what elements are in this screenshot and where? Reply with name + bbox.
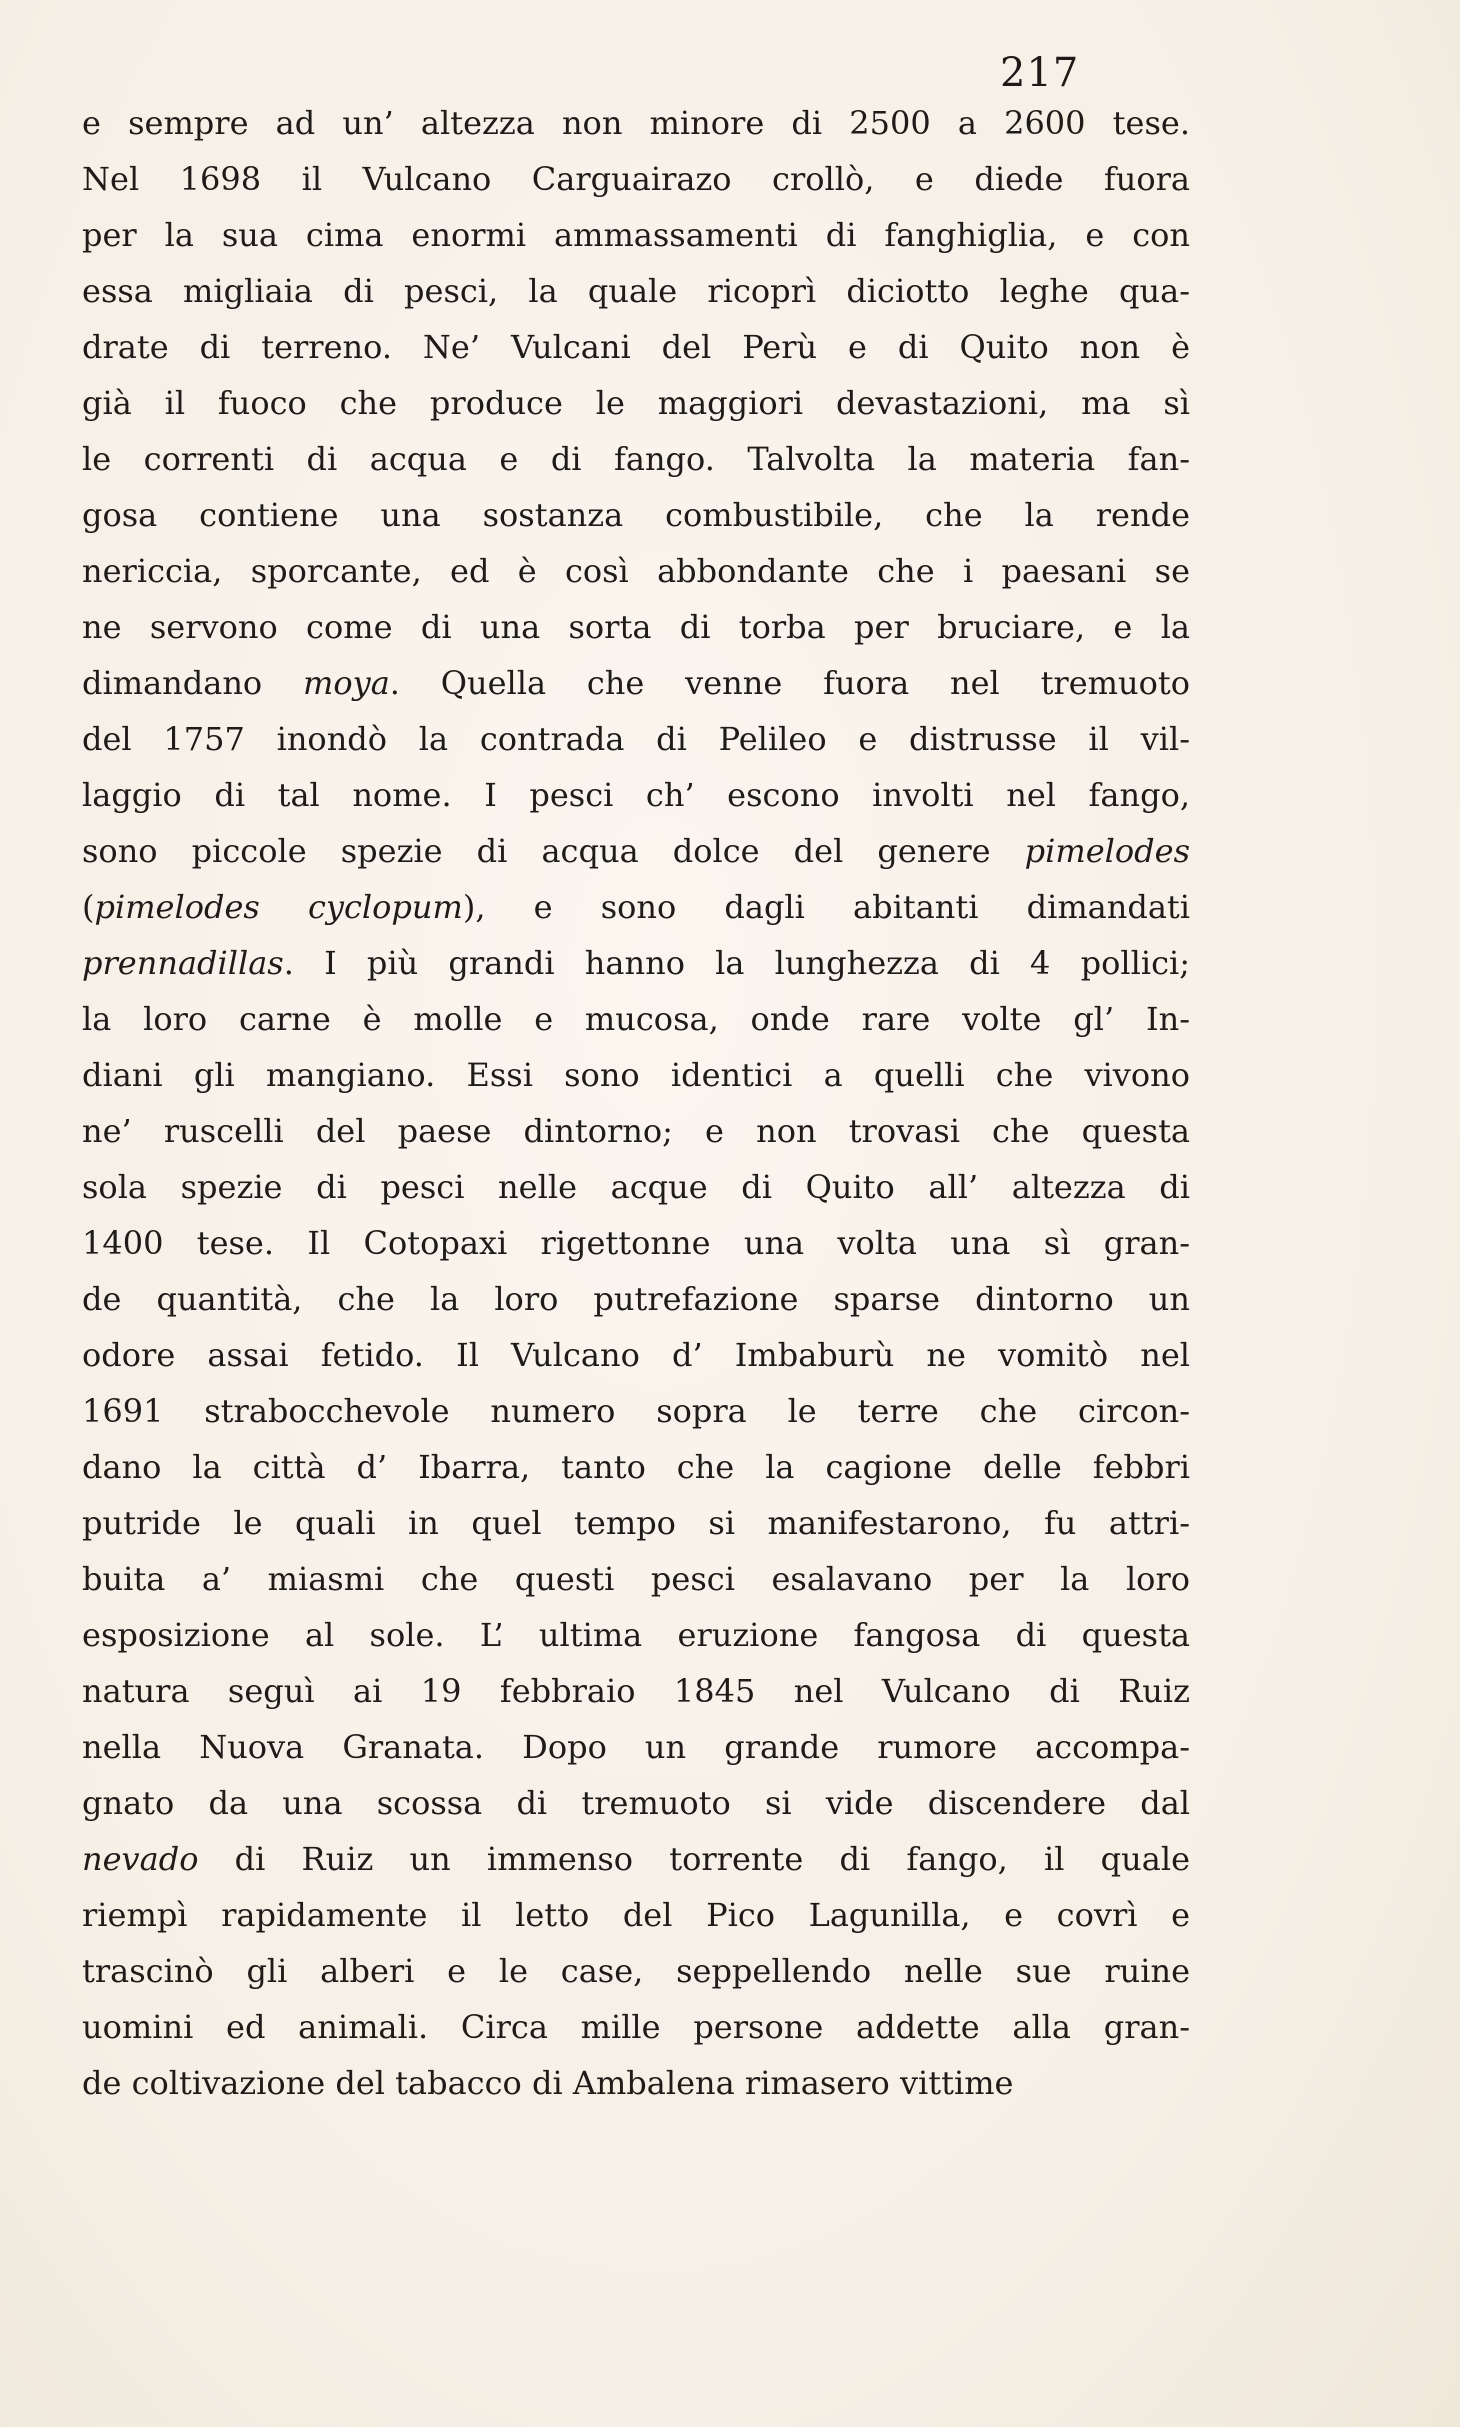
text-run: gnato da una scossa di tremuoto si vide discendere dal <box>82 1784 1190 1822</box>
text-line <box>82 1439 1190 1495</box>
text-run: laggio di tal nome. I pesci ch’ escono involti nel fango, <box>82 776 1190 814</box>
text-run: buita a’ miasmi che questi pesci esalavano per la loro <box>82 1560 1190 1598</box>
text-line <box>82 1999 1190 2055</box>
text-line <box>82 95 1190 151</box>
text-line <box>82 207 1190 263</box>
text-run: dano la città d’ Ibarra, tanto che la cagione delle febbri <box>82 1448 1190 1486</box>
text-line <box>82 1327 1190 1383</box>
text-line <box>82 1103 1190 1159</box>
text-run: di Ruiz un immenso torrente di fango, il quale <box>198 1840 1190 1878</box>
text-line <box>82 1047 1190 1103</box>
text-run: sola spezie di pesci nelle acque di Quito all’ altezza di <box>82 1168 1190 1206</box>
text-line <box>82 487 1190 543</box>
text-line <box>82 1831 1190 1887</box>
text-line <box>82 1271 1190 1327</box>
text-run: dimandano <box>82 664 303 702</box>
text-run: drate di terreno. Ne’ Vulcani del Perù e di Quito non è <box>82 328 1190 366</box>
italic-text: prennadillas <box>82 944 284 982</box>
text-line <box>82 263 1190 319</box>
text-run: la loro carne è molle e mucosa, onde rare volte gl’ In- <box>82 1000 1190 1038</box>
text-line <box>82 1215 1190 1271</box>
text-line <box>82 655 1190 711</box>
text-line <box>82 1159 1190 1215</box>
text-run: de coltivazione del tabacco di Ambalena rimasero vittime <box>82 2064 1014 2102</box>
text-run: de quantità, che la loro putrefazione sparse dintorno un <box>82 1280 1190 1318</box>
text-line <box>82 1383 1190 1439</box>
text-run: già il fuoco che produce le maggiori devastazioni, ma sì <box>82 384 1190 422</box>
text-line <box>82 1943 1190 1999</box>
text-line <box>82 543 1190 599</box>
text-run: nella Nuova Granata. Dopo un grande rumore accompa- <box>82 1728 1190 1766</box>
text-line <box>82 319 1190 375</box>
text-run: ( <box>82 888 95 926</box>
text-run: natura seguì ai 19 febbraio 1845 nel Vulcano di Ruiz <box>82 1672 1190 1710</box>
text-run: diani gli mangiano. Essi sono identici a quelli che vivono <box>82 1056 1190 1094</box>
text-run: ), e sono dagli abitanti dimandati <box>462 888 1191 926</box>
text-line <box>82 1719 1190 1775</box>
text-line <box>82 1775 1190 1831</box>
text-run: essa migliaia di pesci, la quale ricoprì diciotto leghe qua- <box>82 272 1190 310</box>
text-run: del 1757 inondò la contrada di Pelileo e distrusse il vil- <box>82 720 1190 758</box>
text-line <box>82 1551 1190 1607</box>
text-run: riempì rapidamente il letto del Pico Lagunilla, e covrì e <box>82 1896 1190 1934</box>
text-line <box>82 2055 1190 2111</box>
text-run: per la sua cima enormi ammassamenti di fanghiglia, e con <box>82 216 1190 254</box>
italic-text: nevado <box>82 1840 199 1878</box>
text-line <box>82 1663 1190 1719</box>
text-run: le correnti di acqua e di fango. Talvolta la materia fan- <box>82 440 1190 478</box>
text-run: . I più grandi hanno la lunghezza di 4 pollici; <box>283 944 1190 982</box>
text-run: . Quella che venne fuora nel tremuoto <box>389 664 1191 702</box>
text-line <box>82 879 1190 935</box>
text-run: putride le quali in quel tempo si manifestarono, fu attri- <box>82 1504 1190 1542</box>
text-line <box>82 711 1190 767</box>
text-line <box>82 1495 1190 1551</box>
text-line <box>82 1887 1190 1943</box>
text-line <box>82 431 1190 487</box>
text-run: 1691 strabocchevole numero sopra le terre che circon- <box>82 1392 1190 1430</box>
text-run: esposizione al sole. L’ ultima eruzione fangosa di questa <box>82 1616 1190 1654</box>
italic-text: moya <box>303 664 390 702</box>
text-line <box>82 151 1190 207</box>
text-line <box>82 823 1190 879</box>
text-line <box>82 935 1190 991</box>
text-run: gosa contiene una sostanza combustibile, che la rende <box>82 496 1190 534</box>
body-text <box>82 95 1190 2111</box>
text-line <box>82 767 1190 823</box>
text-run: ne’ ruscelli del paese dintorno; e non trovasi che questa <box>82 1112 1190 1150</box>
text-run: trascinò gli alberi e le case, seppellendo nelle sue ruine <box>82 1952 1190 1990</box>
text-run: odore assai fetido. Il Vulcano d’ Imbaburù ne vomitò nel <box>82 1336 1190 1374</box>
text-run: 1400 tese. Il Cotopaxi rigettonne una volta una sì gran- <box>82 1224 1190 1262</box>
text-run: sono piccole spezie di acqua dolce del genere <box>82 832 1025 870</box>
text-line <box>82 599 1190 655</box>
text-run: uomini ed animali. Circa mille persone addette alla gran- <box>82 2008 1190 2046</box>
text-run: Nel 1698 il Vulcano Carguairazo crollò, e diede fuora <box>82 160 1190 198</box>
text-line <box>82 375 1190 431</box>
italic-text: pimelodes cyclopum <box>94 888 463 926</box>
text-run: ne servono come di una sorta di torba per bruciare, e la <box>82 608 1190 646</box>
text-line <box>82 991 1190 1047</box>
text-run: nericcia, sporcante, ed è così abbondante che i paesani se <box>82 552 1190 590</box>
italic-text: pimelodes <box>1024 832 1190 870</box>
page-number: 217 <box>1000 50 1080 96</box>
text-run: e sempre ad un’ altezza non minore di 2500 a 2600 tese. <box>82 104 1190 142</box>
text-line <box>82 1607 1190 1663</box>
